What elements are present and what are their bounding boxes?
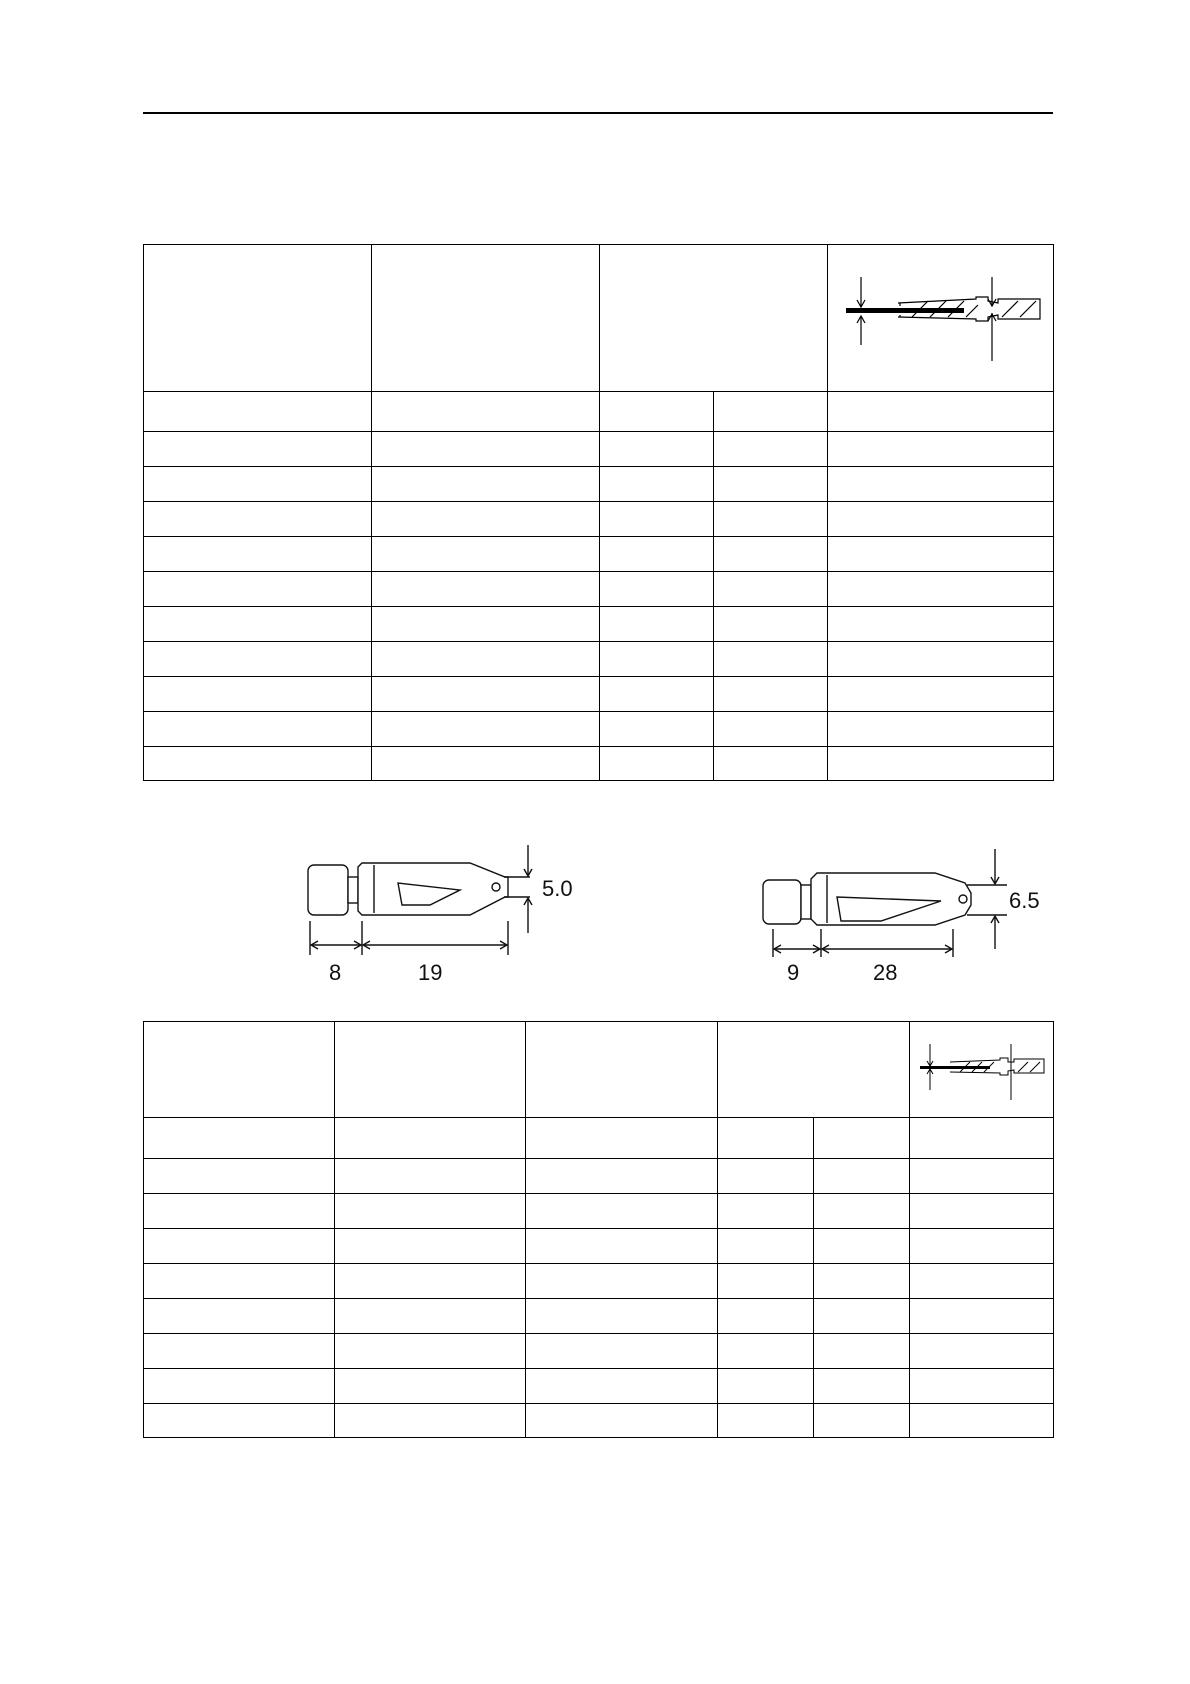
table-row: [144, 1118, 1054, 1159]
table-header-row: [144, 245, 1054, 392]
table-row: [144, 1369, 1054, 1404]
shoulder-length-label: 8: [329, 960, 342, 985]
table-header-row: [144, 1022, 1054, 1118]
body-length-label: 28: [873, 960, 898, 985]
table-row: [144, 1334, 1054, 1369]
diameter-label: 5.0: [542, 876, 573, 901]
nozzle-section-icon: [828, 245, 1054, 386]
table-row: [144, 607, 1054, 642]
table-header-cell: [526, 1022, 718, 1118]
nozzle-drawing-right: [755, 835, 1075, 995]
table-row: [144, 747, 1054, 781]
table-row: [144, 1299, 1054, 1334]
header-rule: [143, 112, 1053, 114]
table-row: [144, 712, 1054, 747]
spec-table-1: [143, 244, 1054, 781]
table-row: [144, 572, 1054, 607]
table-row: [144, 502, 1054, 537]
table-row: [144, 537, 1054, 572]
shoulder-length-label: 9: [787, 960, 800, 985]
table-header-cell: [335, 1022, 526, 1118]
table-header-cell: [718, 1022, 910, 1118]
table-row: [144, 1229, 1054, 1264]
nozzle-section-diagram-cell: [910, 1022, 1054, 1118]
diameter-label: 6.5: [1009, 888, 1040, 913]
nozzle-section-icon: [910, 1022, 1054, 1112]
table-row: [144, 1194, 1054, 1229]
table-row: [144, 432, 1054, 467]
body-length-label: 19: [418, 960, 443, 985]
nozzle-drawing-left: [290, 835, 610, 995]
table-row: [144, 392, 1054, 432]
table-header-cell: [144, 1022, 335, 1118]
table-header-cell: [372, 245, 600, 392]
table-header-cell: [600, 245, 828, 392]
table-header-cell: [144, 245, 372, 392]
spec-table-2: [143, 1021, 1054, 1438]
table-row: [144, 642, 1054, 677]
nozzle-section-diagram-cell: [828, 245, 1054, 392]
table-row: [144, 1264, 1054, 1299]
table-row: [144, 1404, 1054, 1438]
table-row: [144, 467, 1054, 502]
table-row: [144, 677, 1054, 712]
table-row: [144, 1159, 1054, 1194]
